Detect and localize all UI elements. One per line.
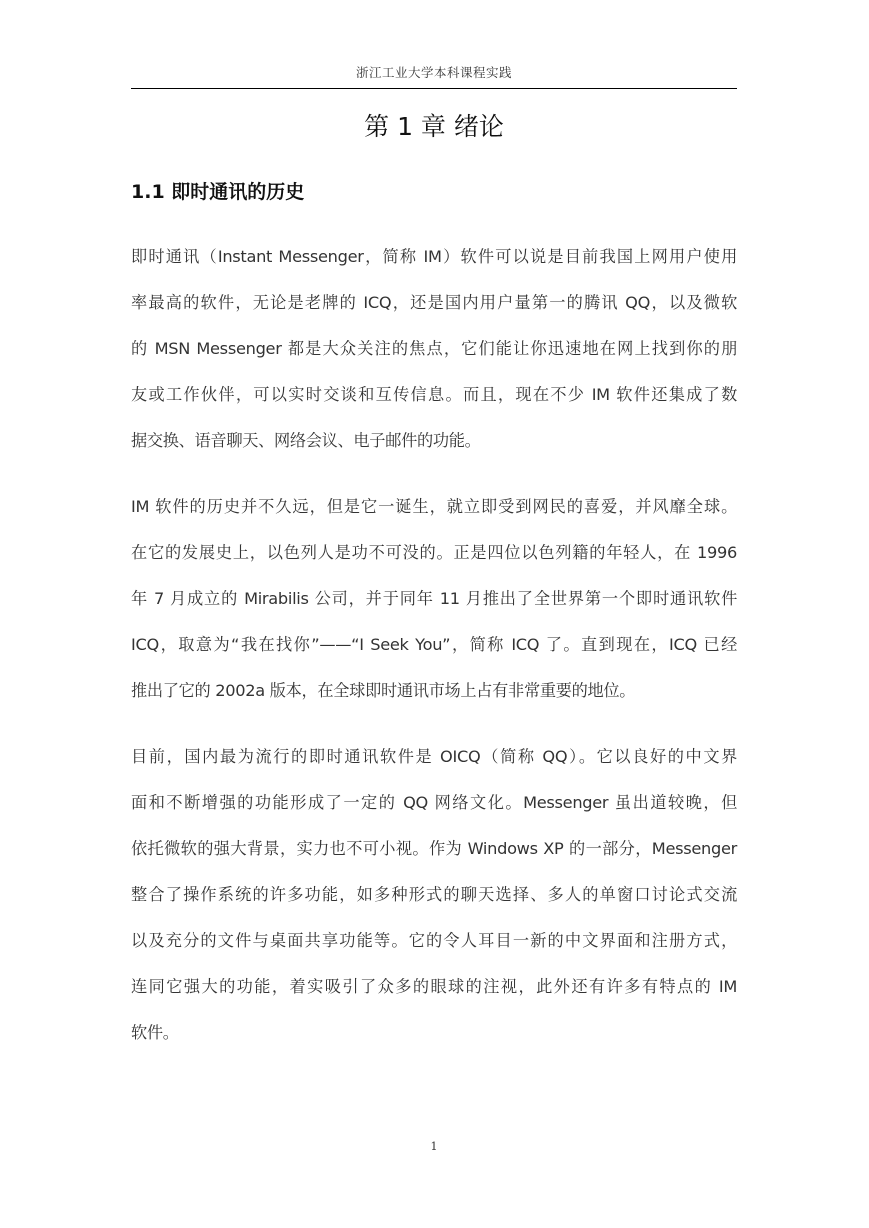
paragraph-line: 目前，国内最为流行的即时通讯软件是 OICQ（简称 QQ）。它以良好的中文界 bbox=[131, 747, 737, 766]
section-title: 1.1 即时通讯的历史 bbox=[131, 181, 305, 203]
running-header: 浙江工业大学本科课程实践 bbox=[355, 65, 512, 80]
paragraph-line: 面和不断增强的功能形成了一定的 QQ 网络文化。Messenger 虽出道较晚，但 bbox=[131, 793, 737, 812]
paragraph-2 bbox=[131, 484, 737, 714]
header-rule bbox=[131, 88, 737, 89]
paragraph-3 bbox=[131, 734, 737, 1056]
chapter-title: 第 1 章 绪论 bbox=[364, 112, 504, 141]
paragraph-line: 软件。 bbox=[131, 1023, 179, 1042]
paragraph-line: ICQ，取意为“我在找你”——“I Seek You”，简称 ICQ 了。直到现在，ICQ 已经 bbox=[131, 635, 737, 654]
paragraph-1 bbox=[131, 234, 737, 464]
paragraph-line: 依托微软的强大背景，实力也不可小视。作为 Windows XP 的一部分，Messenger bbox=[131, 839, 737, 858]
paragraph-line: 率最高的软件，无论是老牌的 ICQ，还是国内用户量第一的腾讯 QQ，以及微软 bbox=[131, 293, 737, 312]
paragraph-line: 即时通讯（Instant Messenger，简称 IM）软件可以说是目前我国上网用户使用 bbox=[131, 247, 737, 266]
page-number: 1 bbox=[430, 1140, 438, 1153]
paragraph-line: 据交换、语音聊天、网络会议、电子邮件的功能。 bbox=[131, 431, 481, 450]
paragraph-line: 在它的发展史上，以色列人是功不可没的。正是四位以色列籍的年轻人，在 1996 bbox=[131, 543, 737, 562]
paragraph-line: 以及充分的文件与桌面共享功能等。它的令人耳目一新的中文界面和注册方式， bbox=[131, 931, 737, 950]
paragraph-line: 整合了操作系统的许多功能，如多种形式的聊天选择、多人的单窗口讨论式交流 bbox=[131, 885, 737, 904]
paragraph-line: 连同它强大的功能，着实吸引了众多的眼球的注视，此外还有许多有特点的 IM bbox=[131, 977, 737, 996]
paragraph-line: 年 7 月成立的 Mirabilis 公司，并于同年 11 月推出了全世界第一个即时通讯软件 bbox=[131, 589, 737, 608]
paragraph-line: IM 软件的历史并不久远，但是它一诞生，就立即受到网民的喜爱，并风靡全球。 bbox=[131, 497, 737, 516]
paragraph-line: 推出了它的 2002a 版本，在全球即时通讯市场上占有非常重要的地位。 bbox=[131, 681, 636, 700]
paragraph-line: 的 MSN Messenger 都是大众关注的焦点，它们能让你迅速地在网上找到你的朋 bbox=[131, 339, 737, 358]
paragraph-line: 友或工作伙伴，可以实时交谈和互传信息。而且，现在不少 IM 软件还集成了数 bbox=[131, 385, 737, 404]
